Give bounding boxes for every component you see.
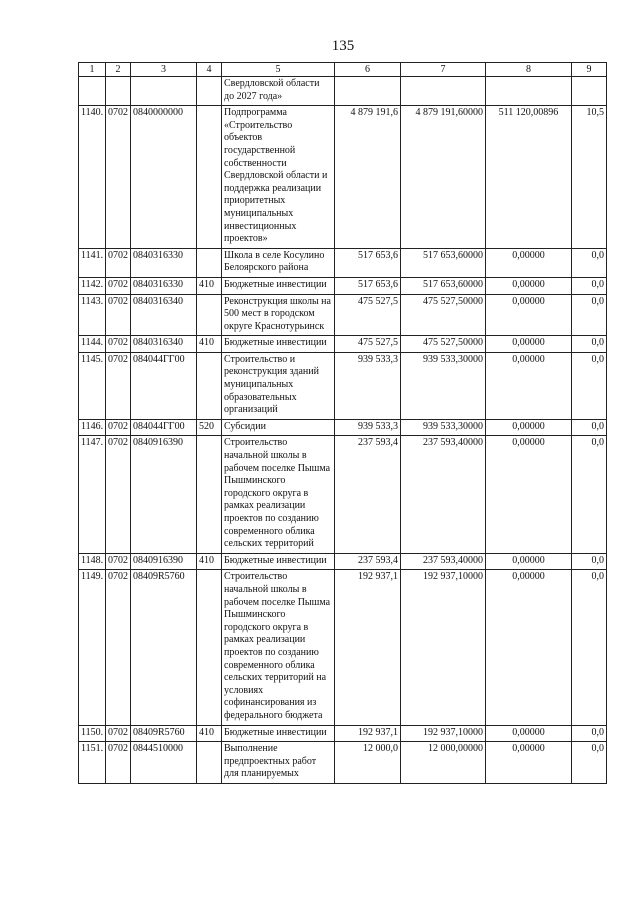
row-number: 1141. — [79, 248, 106, 277]
amount-col8 — [486, 77, 572, 106]
row-number — [79, 77, 106, 106]
target-article-code — [131, 77, 197, 106]
item-name: Субсидии — [222, 419, 335, 436]
column-header: 3 — [131, 63, 197, 77]
amount-col6: 4 879 191,6 — [335, 106, 401, 249]
section-code: 0702 — [106, 742, 131, 784]
table-row — [79, 436, 607, 553]
amount-col8: 0,00000 — [486, 742, 572, 784]
section-code: 0702 — [106, 106, 131, 249]
amount-col8: 511 120,00896 — [486, 106, 572, 249]
item-name: Строительство начальной школы в рабочем поселке Пышма Пышминского городского округа в рамках реализации проектов по созданию современного облика сельских территорий — [222, 436, 335, 553]
percent-col9: 0,0 — [572, 553, 607, 570]
item-name: Бюджетные инвестиции — [222, 553, 335, 570]
row-number: 1143. — [79, 294, 106, 336]
table-row — [79, 742, 607, 784]
row-number: 1144. — [79, 336, 106, 353]
item-name: Строительство начальной школы в рабочем поселке Пышма Пышминского городского округа в рамках реализации проектов по созданию современного облика сельских территорий на условиях софинансирования из федерального бюджета — [222, 570, 335, 725]
table-row — [79, 77, 607, 106]
target-article-code: 0840316330 — [131, 248, 197, 277]
item-name: Реконструкция школы на 500 мест в городском округе Краснотурьинск — [222, 294, 335, 336]
column-header: 1 — [79, 63, 106, 77]
section-code: 0702 — [106, 248, 131, 277]
row-number: 1146. — [79, 419, 106, 436]
expense-type-code — [197, 742, 222, 784]
table-row — [79, 553, 607, 570]
section-code — [106, 77, 131, 106]
column-header: 8 — [486, 63, 572, 77]
amount-col8: 0,00000 — [486, 336, 572, 353]
percent-col9: 10,5 — [572, 106, 607, 249]
item-name: Школа в селе Косулино Белоярского района — [222, 248, 335, 277]
amount-col7: 939 533,30000 — [401, 352, 486, 419]
amount-col6: 517 653,6 — [335, 277, 401, 294]
target-article-code: 0840000000 — [131, 106, 197, 249]
amount-col6 — [335, 77, 401, 106]
expense-type-code — [197, 352, 222, 419]
section-code: 0702 — [106, 553, 131, 570]
expense-type-code: 410 — [197, 725, 222, 742]
target-article-code: 0840316330 — [131, 277, 197, 294]
amount-col8: 0,00000 — [486, 725, 572, 742]
amount-col8: 0,00000 — [486, 294, 572, 336]
amount-col7: 237 593,40000 — [401, 553, 486, 570]
amount-col8: 0,00000 — [486, 436, 572, 553]
percent-col9: 0,0 — [572, 277, 607, 294]
target-article-code: 0840316340 — [131, 336, 197, 353]
expense-type-code — [197, 436, 222, 553]
column-header: 4 — [197, 63, 222, 77]
amount-col6: 237 593,4 — [335, 436, 401, 553]
amount-col8: 0,00000 — [486, 277, 572, 294]
section-code: 0702 — [106, 436, 131, 553]
row-number: 1148. — [79, 553, 106, 570]
column-header: 9 — [572, 63, 607, 77]
row-number: 1147. — [79, 436, 106, 553]
item-name: Свердловской области до 2027 года» — [222, 77, 335, 106]
amount-col8: 0,00000 — [486, 553, 572, 570]
amount-col7: 517 653,60000 — [401, 248, 486, 277]
target-article-code: 0840916390 — [131, 553, 197, 570]
target-article-code: 08409R5760 — [131, 725, 197, 742]
percent-col9: 0,0 — [572, 725, 607, 742]
item-name: Строительство и реконструкция зданий муниципальных образовательных организаций — [222, 352, 335, 419]
target-article-code: 084044ГГ00 — [131, 352, 197, 419]
amount-col6: 939 533,3 — [335, 352, 401, 419]
row-number: 1150. — [79, 725, 106, 742]
amount-col8: 0,00000 — [486, 352, 572, 419]
target-article-code: 0840316340 — [131, 294, 197, 336]
expense-type-code: 410 — [197, 553, 222, 570]
amount-col7: 237 593,40000 — [401, 436, 486, 553]
amount-col7: 517 653,60000 — [401, 277, 486, 294]
item-name: Бюджетные инвестиции — [222, 725, 335, 742]
table-row — [79, 725, 607, 742]
target-article-code: 08409R5760 — [131, 570, 197, 725]
item-name: Бюджетные инвестиции — [222, 336, 335, 353]
page-number: 135 — [331, 38, 355, 54]
item-name: Выполнение предпроектных работ для планируемых — [222, 742, 335, 784]
section-code: 0702 — [106, 570, 131, 725]
target-article-code: 084044ГГ00 — [131, 419, 197, 436]
amount-col7: 192 937,10000 — [401, 725, 486, 742]
table-row — [79, 336, 607, 353]
amount-col7: 475 527,50000 — [401, 294, 486, 336]
percent-col9: 0,0 — [572, 294, 607, 336]
item-name: Бюджетные инвестиции — [222, 277, 335, 294]
percent-col9: 0,0 — [572, 248, 607, 277]
table-row — [79, 106, 607, 249]
amount-col7: 192 937,10000 — [401, 570, 486, 725]
target-article-code: 0844510000 — [131, 742, 197, 784]
table-header-row — [79, 63, 607, 77]
table-row — [79, 277, 607, 294]
percent-col9: 0,0 — [572, 419, 607, 436]
percent-col9 — [572, 77, 607, 106]
expense-type-code — [197, 106, 222, 249]
column-header: 2 — [106, 63, 131, 77]
percent-col9: 0,0 — [572, 336, 607, 353]
table-row — [79, 248, 607, 277]
table-row — [79, 570, 607, 725]
column-header: 6 — [335, 63, 401, 77]
amount-col6: 192 937,1 — [335, 725, 401, 742]
amount-col6: 12 000,0 — [335, 742, 401, 784]
section-code: 0702 — [106, 336, 131, 353]
section-code: 0702 — [106, 352, 131, 419]
column-header: 7 — [401, 63, 486, 77]
expense-type-code: 520 — [197, 419, 222, 436]
section-code: 0702 — [106, 419, 131, 436]
percent-col9: 0,0 — [572, 352, 607, 419]
amount-col8: 0,00000 — [486, 570, 572, 725]
section-code: 0702 — [106, 725, 131, 742]
row-number: 1149. — [79, 570, 106, 725]
expense-type-code — [197, 570, 222, 725]
expense-type-code: 410 — [197, 336, 222, 353]
amount-col8: 0,00000 — [486, 419, 572, 436]
amount-col7: 4 879 191,60000 — [401, 106, 486, 249]
amount-col6: 237 593,4 — [335, 553, 401, 570]
column-header: 5 — [222, 63, 335, 77]
row-number: 1142. — [79, 277, 106, 294]
target-article-code: 0840916390 — [131, 436, 197, 553]
row-number: 1145. — [79, 352, 106, 419]
percent-col9: 0,0 — [572, 570, 607, 725]
amount-col7: 939 533,30000 — [401, 419, 486, 436]
amount-col6: 517 653,6 — [335, 248, 401, 277]
amount-col6: 192 937,1 — [335, 570, 401, 725]
amount-col6: 475 527,5 — [335, 294, 401, 336]
expense-type-code: 410 — [197, 277, 222, 294]
amount-col8: 0,00000 — [486, 248, 572, 277]
table-row — [79, 352, 607, 419]
section-code: 0702 — [106, 277, 131, 294]
percent-col9: 0,0 — [572, 742, 607, 784]
table-row — [79, 419, 607, 436]
table-row — [79, 294, 607, 336]
amount-col6: 475 527,5 — [335, 336, 401, 353]
amount-col7: 475 527,50000 — [401, 336, 486, 353]
row-number: 1140. — [79, 106, 106, 249]
percent-col9: 0,0 — [572, 436, 607, 553]
item-name: Подпрограмма «Строительство объектов государственной собственности Свердловской области и поддержка реализации приоритетных муниципальных инвестиционных проектов» — [222, 106, 335, 249]
row-number: 1151. — [79, 742, 106, 784]
amount-col7: 12 000,00000 — [401, 742, 486, 784]
budget-table — [78, 62, 607, 784]
expense-type-code — [197, 294, 222, 336]
expense-type-code — [197, 77, 222, 106]
amount-col6: 939 533,3 — [335, 419, 401, 436]
section-code: 0702 — [106, 294, 131, 336]
amount-col7 — [401, 77, 486, 106]
expense-type-code — [197, 248, 222, 277]
